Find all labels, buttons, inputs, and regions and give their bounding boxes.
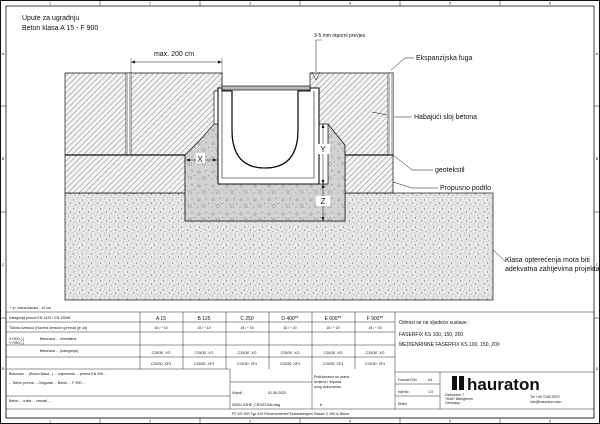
col-label: 5: [449, 1, 451, 6]
row-label: A: [1, 52, 5, 56]
overhang-label: 3-5 mm otporni prevjes: [314, 33, 366, 39]
changes-line-1: Pridržavamo se prava: [314, 375, 349, 379]
row-note-1: Betonska ... minimalna: [40, 337, 77, 341]
drawing-subtitle: Beton klasa A 15 - F 900: [22, 25, 99, 32]
col-label: 4: [349, 1, 351, 6]
notes-text-3: Beton ... trake ... ravnati ...: [9, 399, 52, 403]
strength-d400: 15 / * 20: [283, 326, 297, 330]
notes-text-2: ... Beton prema ... Osigurati ... Beton ... F 900 ...: [9, 381, 86, 385]
product-line-1: FASERFIX KS 100, 150, 200: [399, 332, 464, 338]
col-label: 1: [49, 1, 51, 6]
address-line-1: Zweckzier 7: [445, 393, 465, 397]
col-label: 3: [249, 419, 251, 424]
changes-line-3: ovog dokumenta: [314, 385, 341, 389]
notes-text: Betonske ... (Beton klasa...) ... napomene ... prema EN 206 ...: [9, 372, 108, 376]
row-label: D: [595, 367, 599, 371]
phone: Tel +49 7245 9370: [530, 395, 560, 399]
col-label: 4: [349, 419, 351, 424]
concrete-xf3: C25/30 .XF3: [364, 362, 386, 366]
row-label: D: [1, 367, 5, 371]
row-strength-label: Tlačna čvrstoća (Razred čvrstoće (prema) (je od): [9, 326, 88, 330]
load-class-label-2: adekvatna zahtjevima projekta: [505, 266, 600, 273]
expansion-joint-right: [388, 73, 393, 155]
row-label: B: [1, 157, 5, 161]
strength-c250: 15 / * 15: [240, 326, 254, 330]
row-label: C: [1, 263, 5, 267]
dim-y-label: Y: [320, 145, 326, 154]
row-label: B: [595, 157, 599, 161]
expansion-joint-label: Ekspanzijska fuga: [416, 55, 473, 62]
geotextile-label: geotekstil: [435, 167, 465, 174]
concrete-xf3: C25/30 .XF3: [236, 362, 258, 366]
col-label: 3: [249, 1, 251, 6]
dim-z-label: Z: [320, 197, 326, 206]
col-label: 2: [149, 1, 151, 6]
row-note-2: Betonska ... (kategorija): [40, 349, 78, 353]
col-label: 1: [49, 419, 51, 424]
col-label: 6: [549, 419, 551, 424]
max-width-label: max. 200 cm: [153, 51, 195, 58]
concrete-xo: C25/30 .XO: [237, 351, 257, 355]
drawing-title: Upute za ugradnju: [22, 15, 80, 22]
sheet-number: 6: [320, 403, 322, 407]
concrete-xo: C25/30 .XO: [194, 351, 214, 355]
scale-label: mjerilo: [398, 390, 409, 394]
strength-b125: 15 / * 15: [197, 326, 211, 330]
class-d400: D 400**: [281, 316, 299, 322]
class-a15: A 15: [155, 316, 167, 322]
product-line-2: MEDIENRINNE FASERFIX KS 100, 150, 200: [399, 342, 500, 348]
class-c250: C 250: [240, 316, 254, 322]
class-f900: F 900**: [366, 316, 384, 322]
strength-e600: 15 / * 20: [326, 326, 340, 330]
row-label: A: [595, 52, 599, 56]
col-label: 2: [149, 419, 151, 424]
row-label: C: [595, 263, 599, 267]
permeable-base-label: Propusno podtlo: [440, 185, 491, 192]
grating: [222, 86, 310, 90]
logo-text: hauraton: [467, 375, 540, 394]
row-category-label: Kategorija prema EN 1433 / EN 13598: [9, 316, 71, 320]
strength-a15: 15 / * 15: [154, 326, 168, 330]
col-label: 6: [549, 1, 551, 6]
footer-title: FF-KS-200 Typ 010 Rinnenunterteil Einbaubeispiel Klasse C 250 in Beton: [232, 412, 350, 416]
product-heading: Odnosi se na sljedeće sustave :: [399, 320, 470, 326]
strength-f900: 15 / * 20: [368, 326, 382, 330]
format-value: A4: [428, 378, 433, 382]
dim-x-label: X: [197, 155, 203, 164]
load-class-label-1: Klasa opterećenja mora biti: [505, 257, 590, 264]
concrete-xo: C25/30 .XO: [151, 351, 171, 355]
class-b125: B 125: [197, 316, 211, 322]
edition-value: Eb8w: [398, 402, 407, 406]
valid-label: Vrijedi :: [232, 391, 244, 395]
row-x-label: X+200 (-): [9, 337, 25, 341]
row-y-label: Y+250 (-): [9, 341, 25, 345]
concrete-xo: C25/30 .XO: [365, 351, 385, 355]
class-e600: E 600**: [324, 316, 342, 322]
concrete-xf3: C25/30 .XF3: [193, 362, 215, 366]
scale-value: 1:5: [428, 390, 433, 394]
concrete-xo: C25/30 .XO: [280, 351, 300, 355]
concrete-xf3: C25/30 .XF3: [150, 362, 172, 366]
format-label: Format DIN: [398, 378, 417, 382]
email: info@hauraton.com: [530, 400, 562, 404]
concrete-xo: C25/30 .XO: [323, 351, 343, 355]
drawing-number: 00001-93HE_CROATIAN.dwg: [232, 403, 281, 407]
changes-line-2: izmjena i dopuna: [314, 380, 342, 384]
concrete-xf3: C25/30 .XF3: [279, 362, 301, 366]
valid-date: 01.09.2020: [268, 391, 286, 395]
concrete-xf3: C25/30 .XF3: [322, 362, 344, 366]
address-line-2: 76467 Bietigheim: [445, 397, 473, 401]
footnote: * y= visina kanala - 14 cm: [10, 306, 52, 310]
wear-layer-label: Habajući sloj betona: [414, 114, 478, 121]
address-line-3: Germany: [445, 401, 460, 405]
expansion-joint-left: [126, 73, 131, 155]
col-label: 5: [449, 419, 451, 424]
